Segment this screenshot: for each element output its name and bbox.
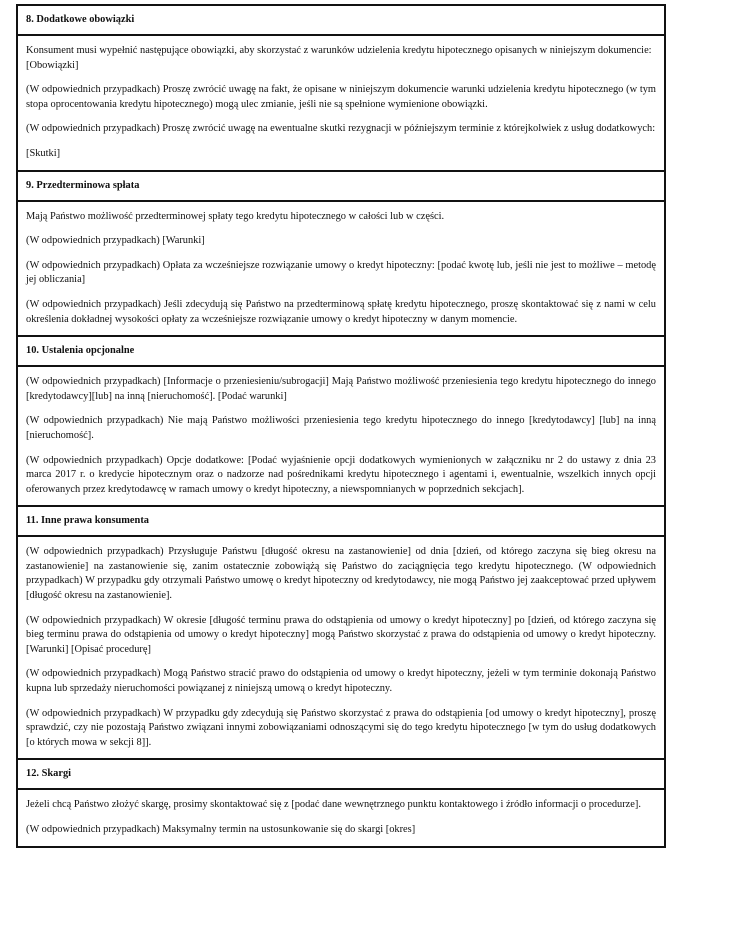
- paragraph: (W odpowiednich przypadkach) Maksymalny termin na ustosunkowanie się do skargi [okres]: [26, 824, 416, 835]
- paragraph: (W odpowiednich przypadkach) Opłata za wcześniejsze rozwiązanie umowy o kredyt hipoteczny: [podać kwotę lub, jeśli nie jest to możliwe – metodę jej obliczania]: [26, 259, 656, 286]
- paragraph: (W odpowiednich przypadkach) Proszę zwrócić uwagę na fakt, że opisane w niniejszym dokumencie warunki udzielenia kredytu hipotecznego (w tym stopa oprocentowania kredytu hipotecznego) mogą ulec zmianie, jeśli nie są spełnione wymienione obowiązki.: [26, 84, 656, 110]
- section-dodatkowe-obowiazki: [18, 4, 664, 170]
- paragraph: Jeżeli chcą Państwo złożyć skargę, prosimy skontaktować się z [podać dane wewnętrznego punktu kontaktowego i źródło informacji o procedurze].: [26, 799, 641, 811]
- paragraph: Mają Państwo możliwość przedterminowej spłaty tego kredytu hipotecznego w całości lub w części.: [26, 210, 445, 222]
- section-skargi: [18, 758, 664, 845]
- section-title: 8. Dodatkowe obowiązki: [18, 4, 664, 36]
- paragraph: (W odpowiednich przypadkach) Opcje dodatkowe: [Podać wyjaśnienie opcji dodatkowych wymienionych w załączniku nr 2 do ustawy z dnia 23 marca 2017 r. o kredycie hipotecznym oraz o nadzorze nad pośrednikami kredytu hipotecznego i agentami i, ewentualnie, wszelkich innych opcji oferowanych przez kredytodawcę w ramach umowy o kredyt hipoteczny, a niewspomnianych w poprzednich sekcjach].: [26, 454, 656, 495]
- section-title: 9. Przedterminowa spłata: [18, 170, 664, 202]
- paragraph: (W odpowiednich przypadkach) Proszę zwrócić uwagę na ewentualne skutki rezygnacji w późniejszym terminie z którejkolwiek z usług dodatkowych:: [26, 123, 656, 135]
- section-inne-prawa-konsumenta: [18, 505, 664, 758]
- section-przedterminowa-splata: [18, 170, 664, 336]
- table-bottom-border: [18, 846, 664, 848]
- section-body: [18, 36, 664, 170]
- section-ustalenia-opcjonalne: [18, 335, 664, 505]
- paragraph: (W odpowiednich przypadkach) Mogą Państwo stracić prawo do odstąpienia od umowy o kredyt hipoteczny, jeżeli w tym terminie dokonają Państwo kupna lub sprzedaży nieruchomości powiązanej z niniejszą umową o kredyt hipoteczny.: [26, 668, 656, 695]
- section-title: 10. Ustalenia opcjonalne: [18, 335, 664, 367]
- section-body: [18, 367, 664, 505]
- paragraph: (W odpowiednich przypadkach) Jeśli zdecydują się Państwo na przedterminową spłatę kredytu hipotecznego, proszę skontaktować się z nami w celu określenia dokładnej wysokości opłaty za wcześniejsze rozwiązanie umowy o kredyt hipoteczny w danym momencie.: [26, 298, 656, 325]
- section-body: [18, 790, 664, 845]
- paragraph: (W odpowiednich przypadkach) [Warunki]: [26, 235, 205, 247]
- paragraph: [Skutki]: [26, 147, 61, 159]
- section-body: [18, 202, 664, 336]
- paragraph: (W odpowiednich przypadkach) W przypadku gdy zdecydują się Państwo skorzystać z prawa do odstąpienia [od umowy o kredyt hipoteczny], proszę sprawdzić, czy nie pozostają Państwo związani innymi zobowiązaniami odnoszącymi się do tego kredytu hipotecznego [w tym do usług dodatkowych [o których mowa w sekcji 8]].: [26, 707, 656, 748]
- paragraph: (W odpowiednich przypadkach) W okresie [długość terminu prawa do odstąpienia od umowy o kredyt hipoteczny] po [dzień, od którego zaczyna się bieg terminu prawa do odstąpienia od umowy o kredyt hipoteczny] mogą Państwo skorzystać z prawa do odstąpienia od umowy o kredyt hipoteczny. [Warunki] [Opisać procedurę]: [26, 614, 656, 655]
- section-body: [18, 537, 664, 758]
- section-title: 11. Inne prawa konsumenta: [18, 505, 664, 537]
- document-table: [16, 4, 666, 848]
- paragraph: Konsument musi wypełnić następujące obowiązki, aby skorzystać z warunków udzielenia kredytu hipotecznego opisanych w niniejszym dokumencie: [Obowiązki]: [26, 45, 652, 71]
- paragraph: (W odpowiednich przypadkach) Nie mają Państwo możliwości przeniesienia tego kredytu hipotecznego do innego [kredytodawcy] [lub] na inną [nieruchomość].: [26, 415, 656, 441]
- section-title: 12. Skargi: [18, 758, 664, 790]
- paragraph: (W odpowiednich przypadkach) [Informacje o przeniesieniu/subrogacji] Mają Państwo możliwość przeniesienia tego kredytu hipotecznego do innego [kredytodawcy][lub] na inną [nieruchomość]. [Podać warunki]: [26, 376, 656, 402]
- paragraph: (W odpowiednich przypadkach) Przysługuje Państwu [długość okresu na zastanowienie] od dnia [dzień, od którego zaczyna się bieg okresu na zastanowienie] na zastanowienie się, zanim ostatecznie zobowiążą się Państwo do zaciągnięcia tego kredytu hipotecznego. (W odpowiednich przypadkach) W przypadku gdy otrzymali Państwo umowę o kredyt hipoteczny od kredytodawcy, nie mogą Państwo jej zaakceptować przed upływem [długość okresu na zastanowienie].: [26, 546, 656, 602]
